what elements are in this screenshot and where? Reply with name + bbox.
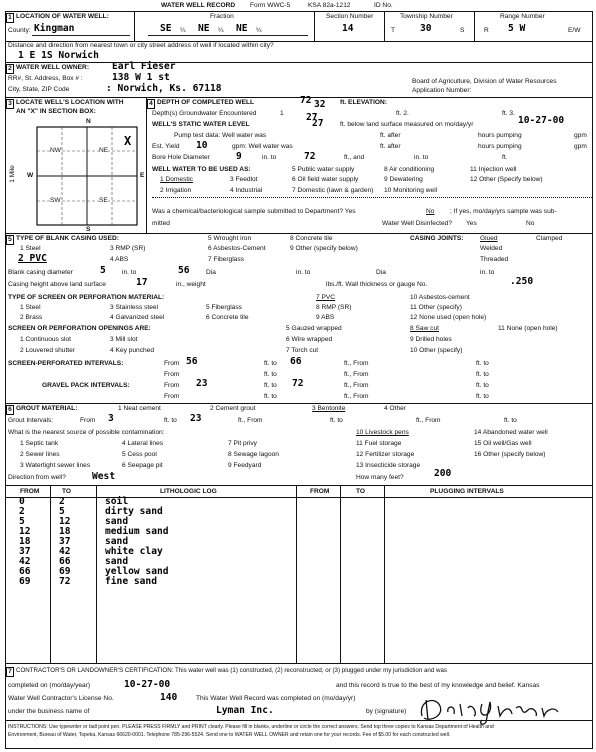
log-to[interactable]: 37 [59, 536, 71, 547]
section-4-number: 4 [147, 99, 155, 109]
yield-label: Est. Yield [152, 143, 180, 150]
gp-ft-to: ft. to [264, 382, 277, 389]
form-number: Form WWC-5 [250, 2, 291, 9]
casing-welded[interactable]: Welded [480, 245, 503, 252]
log-desc[interactable]: sand [105, 536, 129, 547]
license-value[interactable]: 140 [160, 692, 178, 703]
use-air[interactable]: 8 Air conditioning [384, 166, 435, 173]
gp-ft-from-2: ft., From [344, 393, 369, 400]
contam-sewer[interactable]: 2 Sewer lines [20, 451, 60, 458]
screen-brass[interactable]: 2 Brass [20, 314, 43, 321]
board-label: Board of Agriculture, Division of Water Resources [412, 78, 557, 85]
owner-value[interactable]: Earl Fieser [112, 61, 176, 72]
height-label: Casing height above land surface [8, 281, 106, 288]
feet-label: How many feet? [356, 474, 404, 481]
disinfected-no[interactable]: No [526, 220, 535, 227]
casing-wrought[interactable]: 5 Wrought iron [208, 235, 252, 242]
grout-bentonite[interactable]: 3 Bentonite [312, 405, 346, 412]
gp-from-label-2: From [164, 393, 180, 400]
use-monitoring[interactable]: 10 Monitoring well [384, 187, 438, 194]
township-value[interactable]: 30 [420, 23, 432, 34]
bore-in-to-2: in. to [414, 154, 429, 161]
quarter-2: ¼ [218, 27, 224, 34]
gp-from-value[interactable]: 23 [196, 378, 208, 389]
opening-sawcut[interactable]: 8 Saw cut [410, 325, 439, 332]
log-to[interactable]: 42 [59, 546, 71, 557]
log-to[interactable]: 69 [59, 566, 71, 577]
bore-and: ft., and [344, 154, 365, 161]
grout-neat[interactable]: 1 Neat cement [118, 405, 161, 412]
screen-label: TYPE OF SCREEN OR PERFORATION MATERIAL: [8, 294, 165, 301]
gi-ft-to-2: ft. to [330, 417, 343, 424]
log-desc[interactable]: sand [105, 556, 129, 567]
gi-from-label: From [80, 417, 96, 424]
yield-gpm: gpm: Well water was [232, 143, 293, 150]
rule [5, 97, 593, 98]
se-label: SE [99, 197, 108, 204]
log-desc[interactable]: medium sand [105, 526, 169, 537]
opening-gauzed[interactable]: 5 Gauzed wrapped [286, 325, 342, 332]
distance-label: Distance and direction from nearest town or city street address of well if located within city? [8, 42, 274, 49]
casing-steel[interactable]: 1 Steel [20, 245, 41, 252]
casing-concrete[interactable]: 8 Concrete tile [290, 235, 333, 242]
casing-clamped[interactable]: Clamped [536, 235, 563, 242]
opening-torch[interactable]: 7 Torch cut [286, 347, 319, 354]
rule [5, 663, 593, 664]
section-value[interactable]: 14 [342, 23, 354, 34]
plug-from-header: FROM [310, 488, 330, 495]
opening-mill[interactable]: 3 Mill slot [110, 336, 138, 343]
direction-value[interactable]: West [92, 471, 116, 482]
sp-ft-to-2: ft. to [476, 360, 489, 367]
casing-rmp[interactable]: 3 RMP (SR) [110, 245, 146, 252]
screen-none[interactable]: 12 None used (open hole) [410, 314, 487, 321]
log-desc[interactable]: fine sand [105, 576, 157, 587]
address-label: RR#, St. Address, Box # : [8, 75, 83, 82]
county-underline [32, 35, 130, 36]
log-from[interactable]: 2 [19, 506, 25, 517]
elevation-label: ft. ELEVATION: [340, 99, 388, 106]
gravel-pack-label: GRAVEL PACK INTERVALS: [42, 382, 130, 389]
license-rest: This Water Well Record was completed on (mo/day/yr) [196, 695, 356, 702]
distance-value[interactable]: 1 E 1S Norwich [18, 50, 99, 61]
use-feedlot[interactable]: 3 Feedlot [230, 176, 258, 183]
contamination-label: What is the nearest source of possible contamination: [8, 429, 165, 436]
pump-gpm: gpm [574, 132, 587, 139]
casing-pvc[interactable]: 2 PVC [18, 253, 47, 264]
gi-ft-from-2: ft., From [416, 417, 441, 424]
application-number-label: Application Number: [412, 87, 472, 94]
use-domestic[interactable]: 1 Domestic [160, 176, 193, 183]
gp-from-label: From [164, 382, 180, 389]
lithologic-log-rows [5, 497, 593, 663]
plug-intervals-header: PLUGGING INTERVALS [430, 488, 504, 495]
yield-gpm-2: gpm [574, 143, 587, 150]
instructions-line-2: Environment, Bureau of Water, Topeka, Kansas 66620-0001. Telephone 785-296-5524. Send one to WATER WELL OWNER and retain one for your records. Fee of $5.00 for each constructed well. [8, 732, 451, 738]
diameter-in-to-3: in. to [480, 269, 495, 276]
gp-ft-to-3: ft. to [264, 393, 277, 400]
locate-label-2: AN "X" IN SECTION BOX: [16, 108, 96, 115]
sw-label: SW [50, 197, 61, 204]
screen-stainless[interactable]: 3 Stainless steel [110, 304, 159, 311]
screen-asbestos[interactable]: 10 Asbestos-cement [410, 294, 470, 301]
completed-label: completed on (mo/day/year) [8, 682, 91, 689]
groundwater-label: Depth(s) Groundwater Encountered [152, 110, 257, 117]
gi-from-value[interactable]: 3 [108, 413, 114, 424]
gi-ft-to-3: ft. to [504, 417, 517, 424]
sp-ft-to: ft. to [264, 360, 277, 367]
use-oilfield[interactable]: 6 Oil field water supply [292, 176, 359, 183]
township-t: T [391, 27, 396, 34]
bore-label: Bore Hole Diameter [152, 154, 210, 161]
south-label: S [86, 226, 91, 233]
plug-to-header: TO [356, 488, 366, 495]
table-row [5, 507, 165, 517]
log-from[interactable]: 12 [19, 526, 31, 537]
opening-wire[interactable]: 6 Wire wrapped [286, 336, 333, 343]
log-to[interactable]: 18 [59, 526, 71, 537]
groundwater-value[interactable]: 27 [306, 112, 318, 123]
casing-glued[interactable]: Glued [480, 235, 498, 242]
gi-ft-from: ft., From [238, 417, 263, 424]
casing-abs[interactable]: 4 ABS [110, 256, 129, 263]
rule [5, 720, 593, 721]
rule [5, 233, 593, 234]
fraction-label: Fraction [210, 13, 234, 20]
contam-fuel[interactable]: 11 Fuel storage [356, 440, 402, 447]
log-from[interactable]: 0 [19, 496, 25, 507]
section-6-number: 6 [6, 405, 14, 415]
depth-label: DEPTH OF COMPLETED WELL [157, 99, 255, 106]
log-from[interactable]: 5 [19, 516, 25, 527]
bore-ft: ft. [502, 154, 508, 161]
sp-ft-from-2: ft., From [344, 371, 369, 378]
casing-fiberglass[interactable]: 7 Fiberglass [208, 256, 244, 263]
bore-in-to: in. to [262, 154, 277, 161]
grout-other[interactable]: 4 Other [384, 405, 406, 412]
contam-privy[interactable]: 7 Pit privy [228, 440, 257, 447]
weight-label: lbs./ft. Wall thickness or gauge No. [326, 281, 428, 288]
casing-label: TYPE OF BLANK CASING USED: [16, 235, 119, 242]
log-desc[interactable]: sand [105, 516, 129, 527]
id-number-label: ID No. [374, 2, 393, 9]
diameter-in-to: in. to [122, 269, 137, 276]
mitted: mitted [152, 220, 170, 227]
wall-thickness-value[interactable]: .250 [510, 276, 534, 287]
divider [314, 11, 315, 41]
city-label: City, State, ZIP Code [8, 86, 70, 93]
sp-from-value[interactable]: 56 [186, 356, 198, 367]
opening-drilled[interactable]: 9 Drilled holes [410, 336, 452, 343]
well-location-mark[interactable]: X [124, 134, 132, 148]
sp-ft-to-3: ft. to [264, 371, 277, 378]
screen-fiberglass[interactable]: 5 Fiberglass [206, 304, 242, 311]
screen-intervals-label: SCREEN-PERFORATED INTERVALS: [8, 360, 124, 367]
static-level-rest: ft. below land surface measured on mo/day/yr [340, 121, 474, 128]
log-to[interactable]: 2 [59, 496, 65, 507]
log-to[interactable]: 66 [59, 556, 71, 567]
log-from[interactable]: 18 [19, 536, 31, 547]
opening-louvered[interactable]: 2 Louvered shutter [20, 347, 75, 354]
sp-ft-to-4: ft. to [476, 371, 489, 378]
gw-2: ft. 2. [396, 110, 409, 117]
rule [5, 62, 593, 63]
section-7-number: 7 [6, 667, 14, 677]
rule [5, 403, 593, 404]
contam-abandoned[interactable]: 14 Abandoned water well [474, 429, 548, 436]
table-row [5, 577, 165, 587]
mile-label: 1 Mile [8, 165, 16, 183]
section-1-number: 1 [6, 13, 14, 23]
log-from[interactable]: 42 [19, 556, 31, 567]
yield-hours: hours pumping [478, 143, 522, 150]
diameter-value[interactable]: 5 [100, 265, 106, 276]
casing-asbestos[interactable]: 6 Asbestos-Cement [208, 245, 266, 252]
contam-oilwell[interactable]: 15 Oil well/Gas well [474, 440, 532, 447]
county-value[interactable]: Kingman [34, 23, 75, 34]
static-level-date[interactable]: 10-27-00 [518, 115, 565, 126]
business-label: under the business name of [8, 708, 90, 715]
business-value[interactable]: Lyman Inc. [216, 705, 274, 716]
diameter-dia-2: Dia [376, 269, 386, 276]
log-to-header: TO [62, 488, 72, 495]
use-public[interactable]: 5 Public water supply [292, 166, 355, 173]
contam-watertight[interactable]: 3 Watertight sewer lines [20, 462, 91, 469]
use-industrial[interactable]: 4 Industrial [230, 187, 263, 194]
sp-from-label-2: From [164, 371, 180, 378]
diameter-label: Blank casing diameter [8, 269, 73, 276]
instructions-line-1: INSTRUCTIONS: Use typewriter or ball point pen. PLEASE PRESS FIRMLY and PRINT clearly. Please fill in blanks, underline or circle the correct answers. Send top three copies to Kansas Department of Health and [8, 724, 494, 730]
bore-to-value[interactable]: 72 [304, 151, 316, 162]
pump-ft-after: ft. after [380, 132, 401, 139]
ne-label: NE [99, 147, 109, 154]
use-other[interactable]: 12 Other (Specify below) [470, 176, 543, 183]
use-dewatering[interactable]: 9 Dewatering [384, 176, 423, 183]
casing-threaded[interactable]: Threaded [480, 256, 509, 263]
contam-insecticide[interactable]: 13 Insecticide storage [356, 462, 421, 469]
disinfected-label: Water Well Disinfected? [382, 220, 452, 227]
gi-ft-to: ft. to [164, 417, 177, 424]
ksa-number: KSA 82a-1212 [308, 2, 351, 9]
quarter-1: ¼ [180, 27, 186, 34]
opening-continuous[interactable]: 1 Continuous slot [20, 336, 71, 343]
range-ew: E/W [568, 27, 581, 34]
log-to[interactable]: 12 [59, 516, 71, 527]
screen-rmp[interactable]: 8 RMP (SR) [316, 304, 352, 311]
city-value[interactable]: : Norwich, Ks. 67118 [106, 83, 222, 94]
grout-cement[interactable]: 2 Cement grout [210, 405, 256, 412]
opening-none[interactable]: 11 None (open hole) [498, 325, 558, 332]
section-3-number: 3 [6, 99, 14, 109]
grout-intervals-label: Grout Intervals: [8, 417, 54, 424]
log-desc[interactable]: dirty sand [105, 506, 163, 517]
diameter-in-to-2: in. to [296, 269, 311, 276]
divider [474, 11, 475, 41]
log-from[interactable]: 69 [19, 576, 31, 587]
log-from[interactable]: 66 [19, 566, 31, 577]
chem-sample-rest: ; If yes, mo/day/yrs sample was sub- [450, 208, 557, 215]
contam-septic[interactable]: 1 Septic tank [20, 440, 59, 447]
log-desc[interactable]: soil [105, 496, 129, 507]
use-irrigation[interactable]: 2 Irrigation [160, 187, 192, 194]
height-value[interactable]: 17 [136, 277, 148, 288]
fraction-1[interactable]: SE [160, 23, 172, 34]
fraction-underline [148, 35, 308, 36]
casing-other[interactable]: 9 Other (specify below) [290, 245, 358, 252]
diameter-dia: Dia [206, 269, 216, 276]
completed-date[interactable]: 10-27-00 [124, 679, 171, 690]
casing-joints-label: CASING JOINTS: [410, 235, 464, 242]
divider [146, 97, 147, 234]
disinfected-yes[interactable]: Yes [466, 220, 477, 227]
quarter-3: ¼ [256, 27, 262, 34]
township-label: Township Number [400, 13, 453, 20]
screen-abs[interactable]: 9 ABS [316, 314, 335, 321]
screen-steel[interactable]: 1 Steel [20, 304, 41, 311]
range-value[interactable]: 5 W [508, 23, 526, 34]
static-level-value[interactable]: 27 [312, 118, 324, 129]
north-label: N [86, 118, 91, 125]
chem-sample-label: Was a chemical/bacteriological sample submitted to Department? Yes [152, 208, 356, 215]
grout-label: GROUT MATERIAL: [16, 405, 78, 412]
log-from-header: FROM [20, 488, 40, 495]
screen-galvanized[interactable]: 4 Galvanized steel [110, 314, 165, 321]
pump-hours: hours pumping [478, 132, 522, 139]
gp-to-value[interactable]: 72 [292, 378, 304, 389]
log-to[interactable]: 72 [59, 576, 71, 587]
use-injection[interactable]: 11 Injection well [470, 166, 517, 173]
divider [384, 11, 385, 41]
opening-other[interactable]: 10 Other (specify) [410, 347, 463, 354]
openings-label: SCREEN OR PERFORATION OPENINGS ARE: [8, 325, 151, 332]
fraction-3[interactable]: NE [236, 23, 248, 34]
sp-ft-from: ft., From [344, 360, 369, 367]
gi-to-value[interactable]: 23 [190, 413, 202, 424]
rule [5, 485, 593, 486]
contam-fertilizer[interactable]: 12 Fertilizer storage [356, 451, 415, 458]
elevation-value[interactable]: 32 [314, 99, 326, 110]
contam-livestock[interactable]: 10 Livestock pens [356, 429, 409, 436]
contam-seepage[interactable]: 6 Seepage pit [122, 462, 163, 469]
nw-label: NW [50, 147, 61, 154]
contam-other[interactable]: 16 Other (specify below) [474, 451, 546, 458]
gw-3: ft. 3. [502, 110, 515, 117]
section-2-number: 2 [6, 64, 14, 74]
license-label: Water Well Contractor's License No. [8, 695, 114, 702]
address-value[interactable]: 138 W 1 st [112, 72, 170, 83]
gp-ft-to-2: ft. to [476, 382, 489, 389]
signature-label: by (signature) [366, 708, 407, 715]
form-title: WATER WELL RECORD [161, 2, 236, 9]
direction-label: Direction from well? [8, 474, 66, 481]
height-rest: in., weight [176, 281, 206, 288]
county-label: County: [8, 27, 31, 34]
rule [152, 197, 592, 198]
location-label: LOCATION OF WATER WELL: [16, 13, 109, 20]
pump-test-label: Pump test data: Well water was [174, 132, 267, 139]
contam-feedyard[interactable]: 9 Feedyard [228, 462, 262, 469]
gp-ft-to-4: ft. to [476, 393, 489, 400]
owner-label: WATER WELL OWNER: [16, 64, 90, 71]
sp-to-value[interactable]: 66 [290, 356, 302, 367]
certification-text: CONTRACTOR'S OR LANDOWNER'S CERTIFICATION: This water well was (1) constructed, (2) reconstructed, or (3) plugged under my jurisdiction and was [16, 667, 448, 674]
contam-lagoon[interactable]: 8 Sewage lagoon [228, 451, 279, 458]
chem-sample-no[interactable]: No [426, 208, 435, 215]
feet-value[interactable]: 200 [434, 468, 452, 479]
yield-value[interactable]: 10 [196, 140, 208, 151]
yield-ft-after: ft. after [380, 143, 401, 150]
screen-pvc[interactable]: 7 PVC [316, 294, 336, 301]
east-label: E [140, 172, 145, 179]
log-desc[interactable]: yellow sand [105, 566, 169, 577]
sp-from-label: From [164, 360, 180, 367]
divider [134, 11, 135, 41]
log-desc[interactable]: white clay [105, 546, 163, 557]
use-lawn[interactable]: 7 Domestic (lawn & garden) [292, 187, 374, 194]
fraction-2[interactable]: NE [198, 23, 210, 34]
screen-other[interactable]: 11 Other (specify) [410, 304, 462, 311]
locate-label: LOCATE WELL'S LOCATION WITH [16, 99, 124, 106]
west-label: W [27, 172, 34, 179]
contam-lateral[interactable]: 4 Lateral lines [122, 440, 164, 447]
section-number-label: Section Number [326, 13, 374, 20]
diameter-to-value[interactable]: 56 [178, 265, 190, 276]
opening-key[interactable]: 4 Key punched [110, 347, 154, 354]
log-litho-header: LITHOLOGIC LOG [160, 488, 217, 495]
completed-rest: and this record is true to the best of my knowledge and belief. Kansas [336, 682, 540, 689]
gp-ft-from: ft., From [344, 382, 369, 389]
range-label: Range Number [500, 13, 545, 20]
contam-cesspool[interactable]: 5 Cess pool [122, 451, 157, 458]
screen-concrete[interactable]: 6 Concrete tile [206, 314, 249, 321]
use-label: WELL WATER TO BE USED AS: [152, 166, 251, 173]
bore-value[interactable]: 9 [236, 151, 242, 162]
depth-value[interactable]: 72 [300, 95, 312, 106]
township-s: S [460, 27, 465, 34]
static-level-label: WELL'S STATIC WATER LEVEL [152, 121, 250, 128]
gw-1: 1 [280, 110, 284, 117]
log-to[interactable]: 5 [59, 506, 65, 517]
log-from[interactable]: 37 [19, 546, 31, 557]
range-r: R [484, 27, 489, 34]
section-5-number: 5 [6, 235, 14, 245]
section-box[interactable] [36, 126, 138, 226]
